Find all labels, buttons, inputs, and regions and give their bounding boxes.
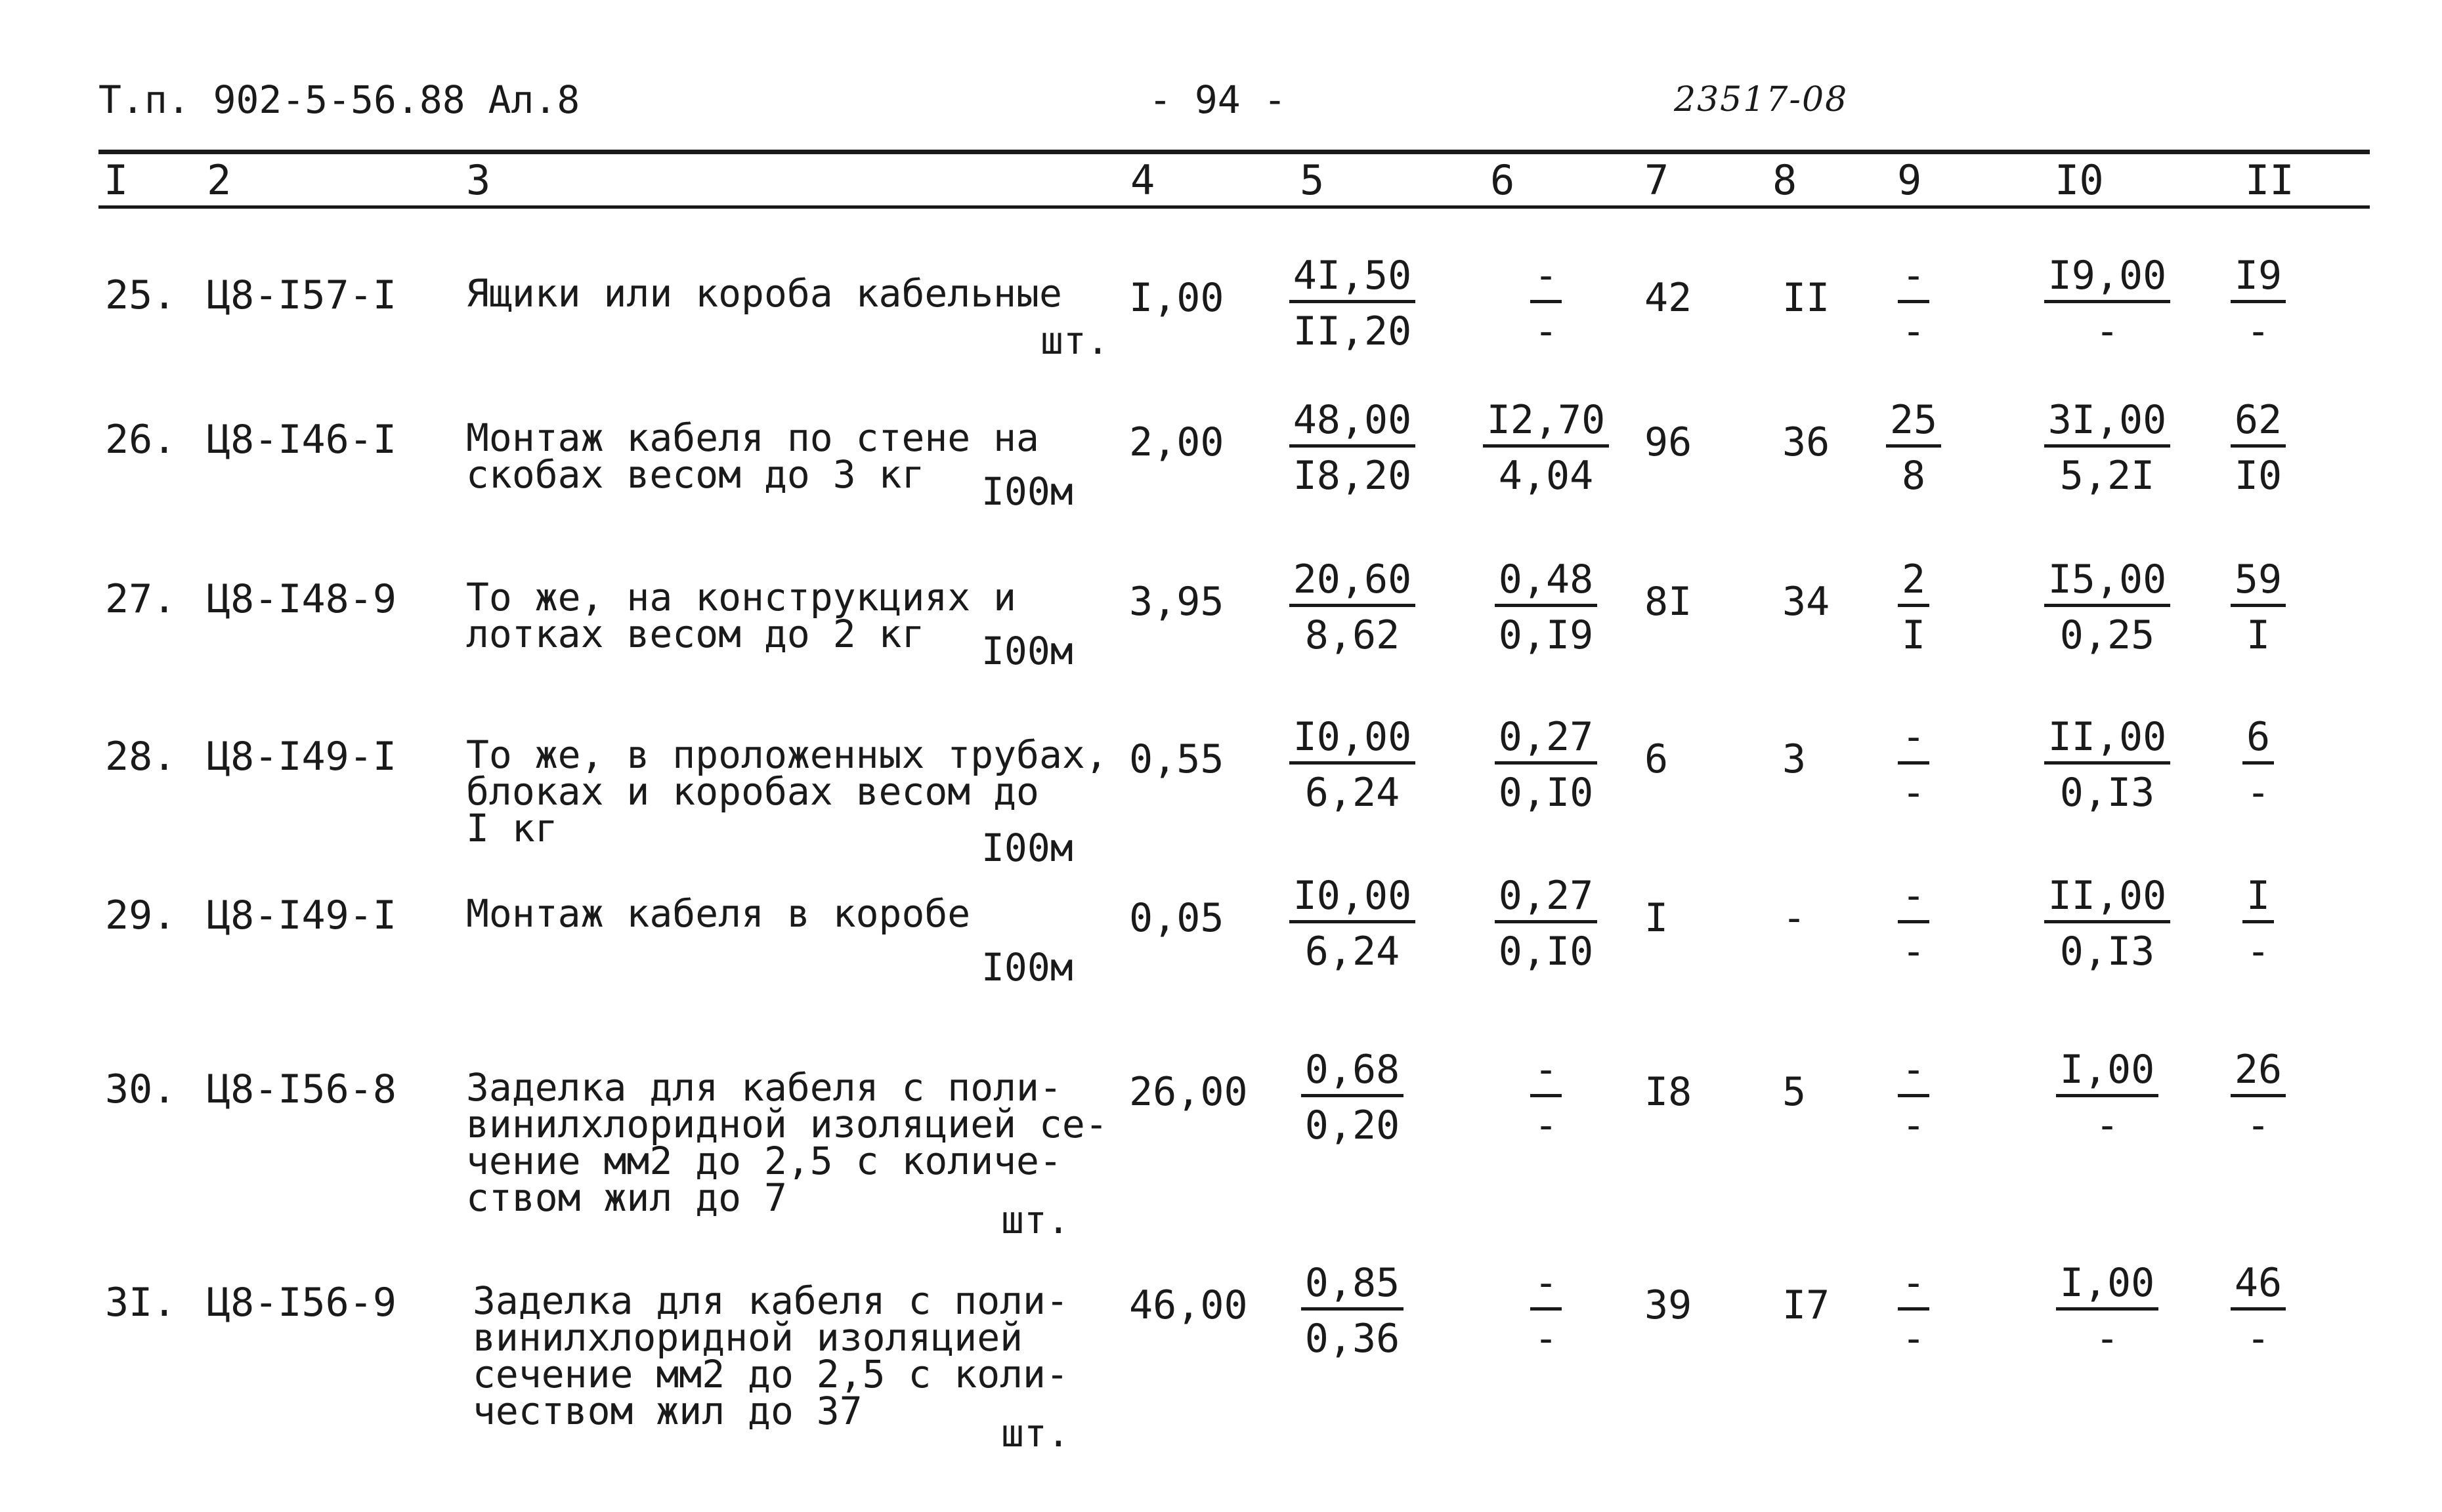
machine-total-denominator: - — [1901, 770, 1926, 816]
measure-unit: I00м — [981, 945, 1073, 990]
labor-total — [2186, 1260, 2330, 1362]
unit-cost-denominator: I8,20 — [1293, 453, 1412, 499]
labor-total-numerator: I9 — [2231, 253, 2286, 303]
labor-unit-denominator: - — [2095, 308, 2120, 354]
machine-total-numerator: 25 — [1886, 397, 1941, 448]
column-number-9: 9 — [1897, 156, 1922, 204]
measure-unit: I00м — [981, 826, 1073, 870]
machine-total-denominator: - — [1901, 929, 1926, 975]
machine-total-denominator: 8 — [1901, 453, 1926, 499]
unit-cost-denominator: 0,20 — [1304, 1102, 1400, 1148]
unit-cost-numerator: I0,00 — [1289, 714, 1416, 765]
machine-cost-denominator: 0,I0 — [1498, 770, 1594, 816]
labor-unit — [2035, 1047, 2179, 1148]
page-number: - 94 - — [1149, 77, 1287, 122]
machine-total-denominator: - — [1901, 1102, 1926, 1148]
unit-cost — [1280, 1047, 1424, 1148]
unit-cost — [1280, 714, 1424, 816]
column-number-10: I0 — [2055, 156, 2104, 204]
machine-total — [1841, 253, 1986, 354]
machine-cost-denominator: 0,I9 — [1498, 612, 1594, 658]
machine-cost — [1474, 556, 1618, 658]
column-number-7: 7 — [1644, 156, 1669, 204]
labor-total-numerator: 26 — [2231, 1047, 2286, 1097]
labor-total — [2186, 253, 2330, 354]
labor-unit — [2035, 253, 2179, 354]
column-number-11: II — [2245, 156, 2294, 204]
unit-cost — [1280, 397, 1424, 499]
labor-unit — [2035, 714, 2179, 816]
labor-total-numerator: 59 — [2231, 556, 2286, 607]
price-code: Ц8-I49-I — [207, 892, 396, 938]
price-code: Ц8-I57-I — [207, 272, 396, 318]
quantity: 2,00 — [1129, 419, 1224, 465]
machine-cost — [1474, 1260, 1618, 1362]
labor-total-denominator: I — [2246, 612, 2271, 658]
measure-unit: I00м — [981, 629, 1073, 673]
machine-cost-numerator: - — [1530, 1260, 1562, 1311]
machine-total-numerator: - — [1898, 873, 1929, 923]
labor-unit-numerator: II,00 — [2044, 873, 2171, 923]
labor-unit-numerator: I9,00 — [2044, 253, 2171, 303]
unit-cost — [1280, 1260, 1424, 1362]
labor-unit-numerator: II,00 — [2044, 714, 2171, 765]
labor-unit-numerator: I,00 — [2056, 1047, 2159, 1097]
unit-cost-denominator: 6,24 — [1304, 770, 1400, 816]
machine-total-denominator: I — [1901, 612, 1926, 658]
unit-cost — [1280, 253, 1424, 354]
labor-unit — [2035, 556, 2179, 658]
machine-cost — [1474, 873, 1618, 975]
column-number-2: 2 — [207, 156, 232, 204]
machine-cost-denominator: 0,I0 — [1498, 929, 1594, 975]
quantity: 3,95 — [1129, 579, 1224, 625]
row-number: 29. — [105, 892, 177, 938]
labor-unit-denominator: 0,25 — [2059, 612, 2155, 658]
wages-total: 36 — [1782, 419, 1830, 465]
unit-cost-denominator: II,20 — [1293, 308, 1412, 354]
measure-unit: шт. — [1001, 1411, 1070, 1456]
labor-total — [2186, 556, 2330, 658]
machine-total-numerator: - — [1898, 253, 1929, 303]
labor-unit-denominator: 0,I3 — [2059, 770, 2155, 816]
total-cost: 39 — [1644, 1282, 1692, 1328]
machine-total-numerator: 2 — [1898, 556, 1929, 607]
row-number: 3I. — [105, 1280, 177, 1326]
unit-cost-numerator: 4I,50 — [1289, 253, 1416, 303]
document-reference: Т.п. 902-5-56.88 Ал.8 — [98, 77, 580, 122]
machine-cost — [1474, 397, 1618, 499]
price-code: Ц8-I56-8 — [207, 1066, 396, 1112]
labor-unit-denominator: 5,2I — [2059, 453, 2155, 499]
machine-total — [1841, 397, 1986, 499]
work-description: Заделка для кабеля с поли- винилхлоридной изоляцией се- чение мм2 до 2,5 с количе- ством жил до 7 — [466, 1065, 1108, 1220]
total-cost: 42 — [1644, 275, 1692, 321]
column-number-8: 8 — [1772, 156, 1797, 204]
work-description: То же, в проложенных трубах, блоках и коробах весом до I кг — [466, 732, 1108, 850]
quantity: 0,05 — [1129, 895, 1224, 941]
labor-unit — [2035, 397, 2179, 499]
machine-total — [1841, 714, 1986, 816]
wages-total: II — [1782, 275, 1830, 321]
price-code: Ц8-I56-9 — [207, 1280, 396, 1326]
price-code: Ц8-I46-I — [207, 417, 396, 463]
machine-total-numerator: - — [1898, 714, 1929, 765]
unit-cost — [1280, 556, 1424, 658]
measure-unit: шт. — [1001, 1198, 1070, 1242]
machine-total-denominator: - — [1901, 308, 1926, 354]
unit-cost-denominator: 0,36 — [1304, 1316, 1400, 1362]
wages-total: - — [1782, 895, 1807, 941]
unit-cost-numerator: 0,68 — [1301, 1047, 1404, 1097]
machine-cost — [1474, 253, 1618, 354]
machine-cost-numerator: - — [1530, 253, 1562, 303]
labor-total — [2186, 397, 2330, 499]
row-number: 28. — [105, 734, 177, 780]
total-cost: I8 — [1644, 1069, 1692, 1115]
top-rule — [98, 150, 2370, 154]
labor-total-denominator: - — [2246, 1102, 2271, 1148]
column-number-6: 6 — [1490, 156, 1515, 204]
header-rule — [98, 205, 2370, 209]
measure-unit: I00м — [981, 469, 1073, 514]
machine-cost — [1474, 1047, 1618, 1148]
wages-total: 5 — [1782, 1069, 1807, 1115]
machine-cost-numerator: I2,70 — [1483, 397, 1610, 448]
labor-unit — [2035, 873, 2179, 975]
quantity: 0,55 — [1129, 736, 1224, 782]
machine-cost-denominator: - — [1533, 308, 1558, 354]
wages-total: 34 — [1782, 579, 1830, 625]
unit-cost — [1280, 873, 1424, 975]
machine-total-numerator: - — [1898, 1260, 1929, 1311]
unit-cost-numerator: 48,00 — [1289, 397, 1416, 448]
labor-total-denominator: - — [2246, 770, 2271, 816]
machine-total — [1841, 1047, 1986, 1148]
machine-cost-numerator: 0,27 — [1495, 873, 1598, 923]
total-cost: I — [1644, 895, 1669, 941]
labor-total-numerator: 46 — [2231, 1260, 2286, 1311]
machine-total-denominator: - — [1901, 1316, 1926, 1362]
work-description: Ящики или короба кабельные — [466, 271, 1062, 316]
labor-total-denominator: - — [2246, 1316, 2271, 1362]
row-number: 27. — [105, 576, 177, 622]
quantity: I,00 — [1129, 275, 1224, 321]
labor-unit-denominator: 0,I3 — [2059, 929, 2155, 975]
machine-cost-numerator: 0,27 — [1495, 714, 1598, 765]
machine-total — [1841, 1260, 1986, 1362]
machine-cost — [1474, 714, 1618, 816]
column-number-5: 5 — [1300, 156, 1325, 204]
row-number: 26. — [105, 417, 177, 463]
labor-unit — [2035, 1260, 2179, 1362]
machine-cost-denominator: - — [1533, 1316, 1558, 1362]
labor-total-numerator: 62 — [2231, 397, 2286, 448]
labor-unit-denominator: - — [2095, 1102, 2120, 1148]
machine-cost-numerator: 0,48 — [1495, 556, 1598, 607]
quantity: 46,00 — [1129, 1282, 1248, 1328]
price-code: Ц8-I48-9 — [207, 576, 396, 622]
unit-cost-numerator: 20,60 — [1289, 556, 1416, 607]
labor-total — [2186, 873, 2330, 975]
column-number-3: 3 — [466, 156, 491, 204]
machine-cost-denominator: - — [1533, 1102, 1558, 1148]
labor-unit-denominator: - — [2095, 1316, 2120, 1362]
column-number-4: 4 — [1130, 156, 1155, 204]
total-cost: 96 — [1644, 419, 1692, 465]
labor-total — [2186, 714, 2330, 816]
unit-cost-numerator: I0,00 — [1289, 873, 1416, 923]
machine-total-numerator: - — [1898, 1047, 1929, 1097]
total-cost: 8I — [1644, 579, 1692, 625]
unit-cost-numerator: 0,85 — [1301, 1260, 1404, 1311]
unit-cost-denominator: 6,24 — [1304, 929, 1400, 975]
labor-unit-numerator: I5,00 — [2044, 556, 2171, 607]
work-description: Заделка для кабеля с поли- винилхлоридной изоляцией сечение мм2 до 2,5 с коли- чеством жил до 37 — [473, 1278, 1069, 1433]
row-number: 25. — [105, 272, 177, 318]
labor-total-numerator: 6 — [2242, 714, 2274, 765]
labor-unit-numerator: I,00 — [2056, 1260, 2159, 1311]
labor-total-numerator: I — [2242, 873, 2274, 923]
machine-total — [1841, 556, 1986, 658]
labor-total-denominator: I0 — [2234, 453, 2282, 499]
labor-total-denominator: - — [2246, 929, 2271, 975]
measure-unit: шт. — [1040, 318, 1109, 363]
machine-cost-denominator: 4,04 — [1498, 453, 1594, 499]
work-description: Монтаж кабеля по стене на скобах весом до 3 кг — [466, 415, 1039, 497]
wages-total: 3 — [1782, 736, 1807, 782]
wages-total: I7 — [1782, 1282, 1830, 1328]
row-number: 30. — [105, 1066, 177, 1112]
labor-total-denominator: - — [2246, 308, 2271, 354]
labor-unit-numerator: 3I,00 — [2044, 397, 2171, 448]
machine-total — [1841, 873, 1986, 975]
unit-cost-denominator: 8,62 — [1304, 612, 1400, 658]
work-description: То же, на конструкциях и лотках весом до 2 кг — [466, 575, 1017, 656]
work-description: Монтаж кабеля в коробе — [466, 891, 971, 936]
total-cost: 6 — [1644, 736, 1669, 782]
quantity: 26,00 — [1129, 1069, 1248, 1115]
sheet-code: 23517-08 — [1674, 80, 1849, 119]
labor-total — [2186, 1047, 2330, 1148]
price-code: Ц8-I49-I — [207, 734, 396, 780]
machine-cost-numerator: - — [1530, 1047, 1562, 1097]
column-number-1: I — [104, 156, 129, 204]
